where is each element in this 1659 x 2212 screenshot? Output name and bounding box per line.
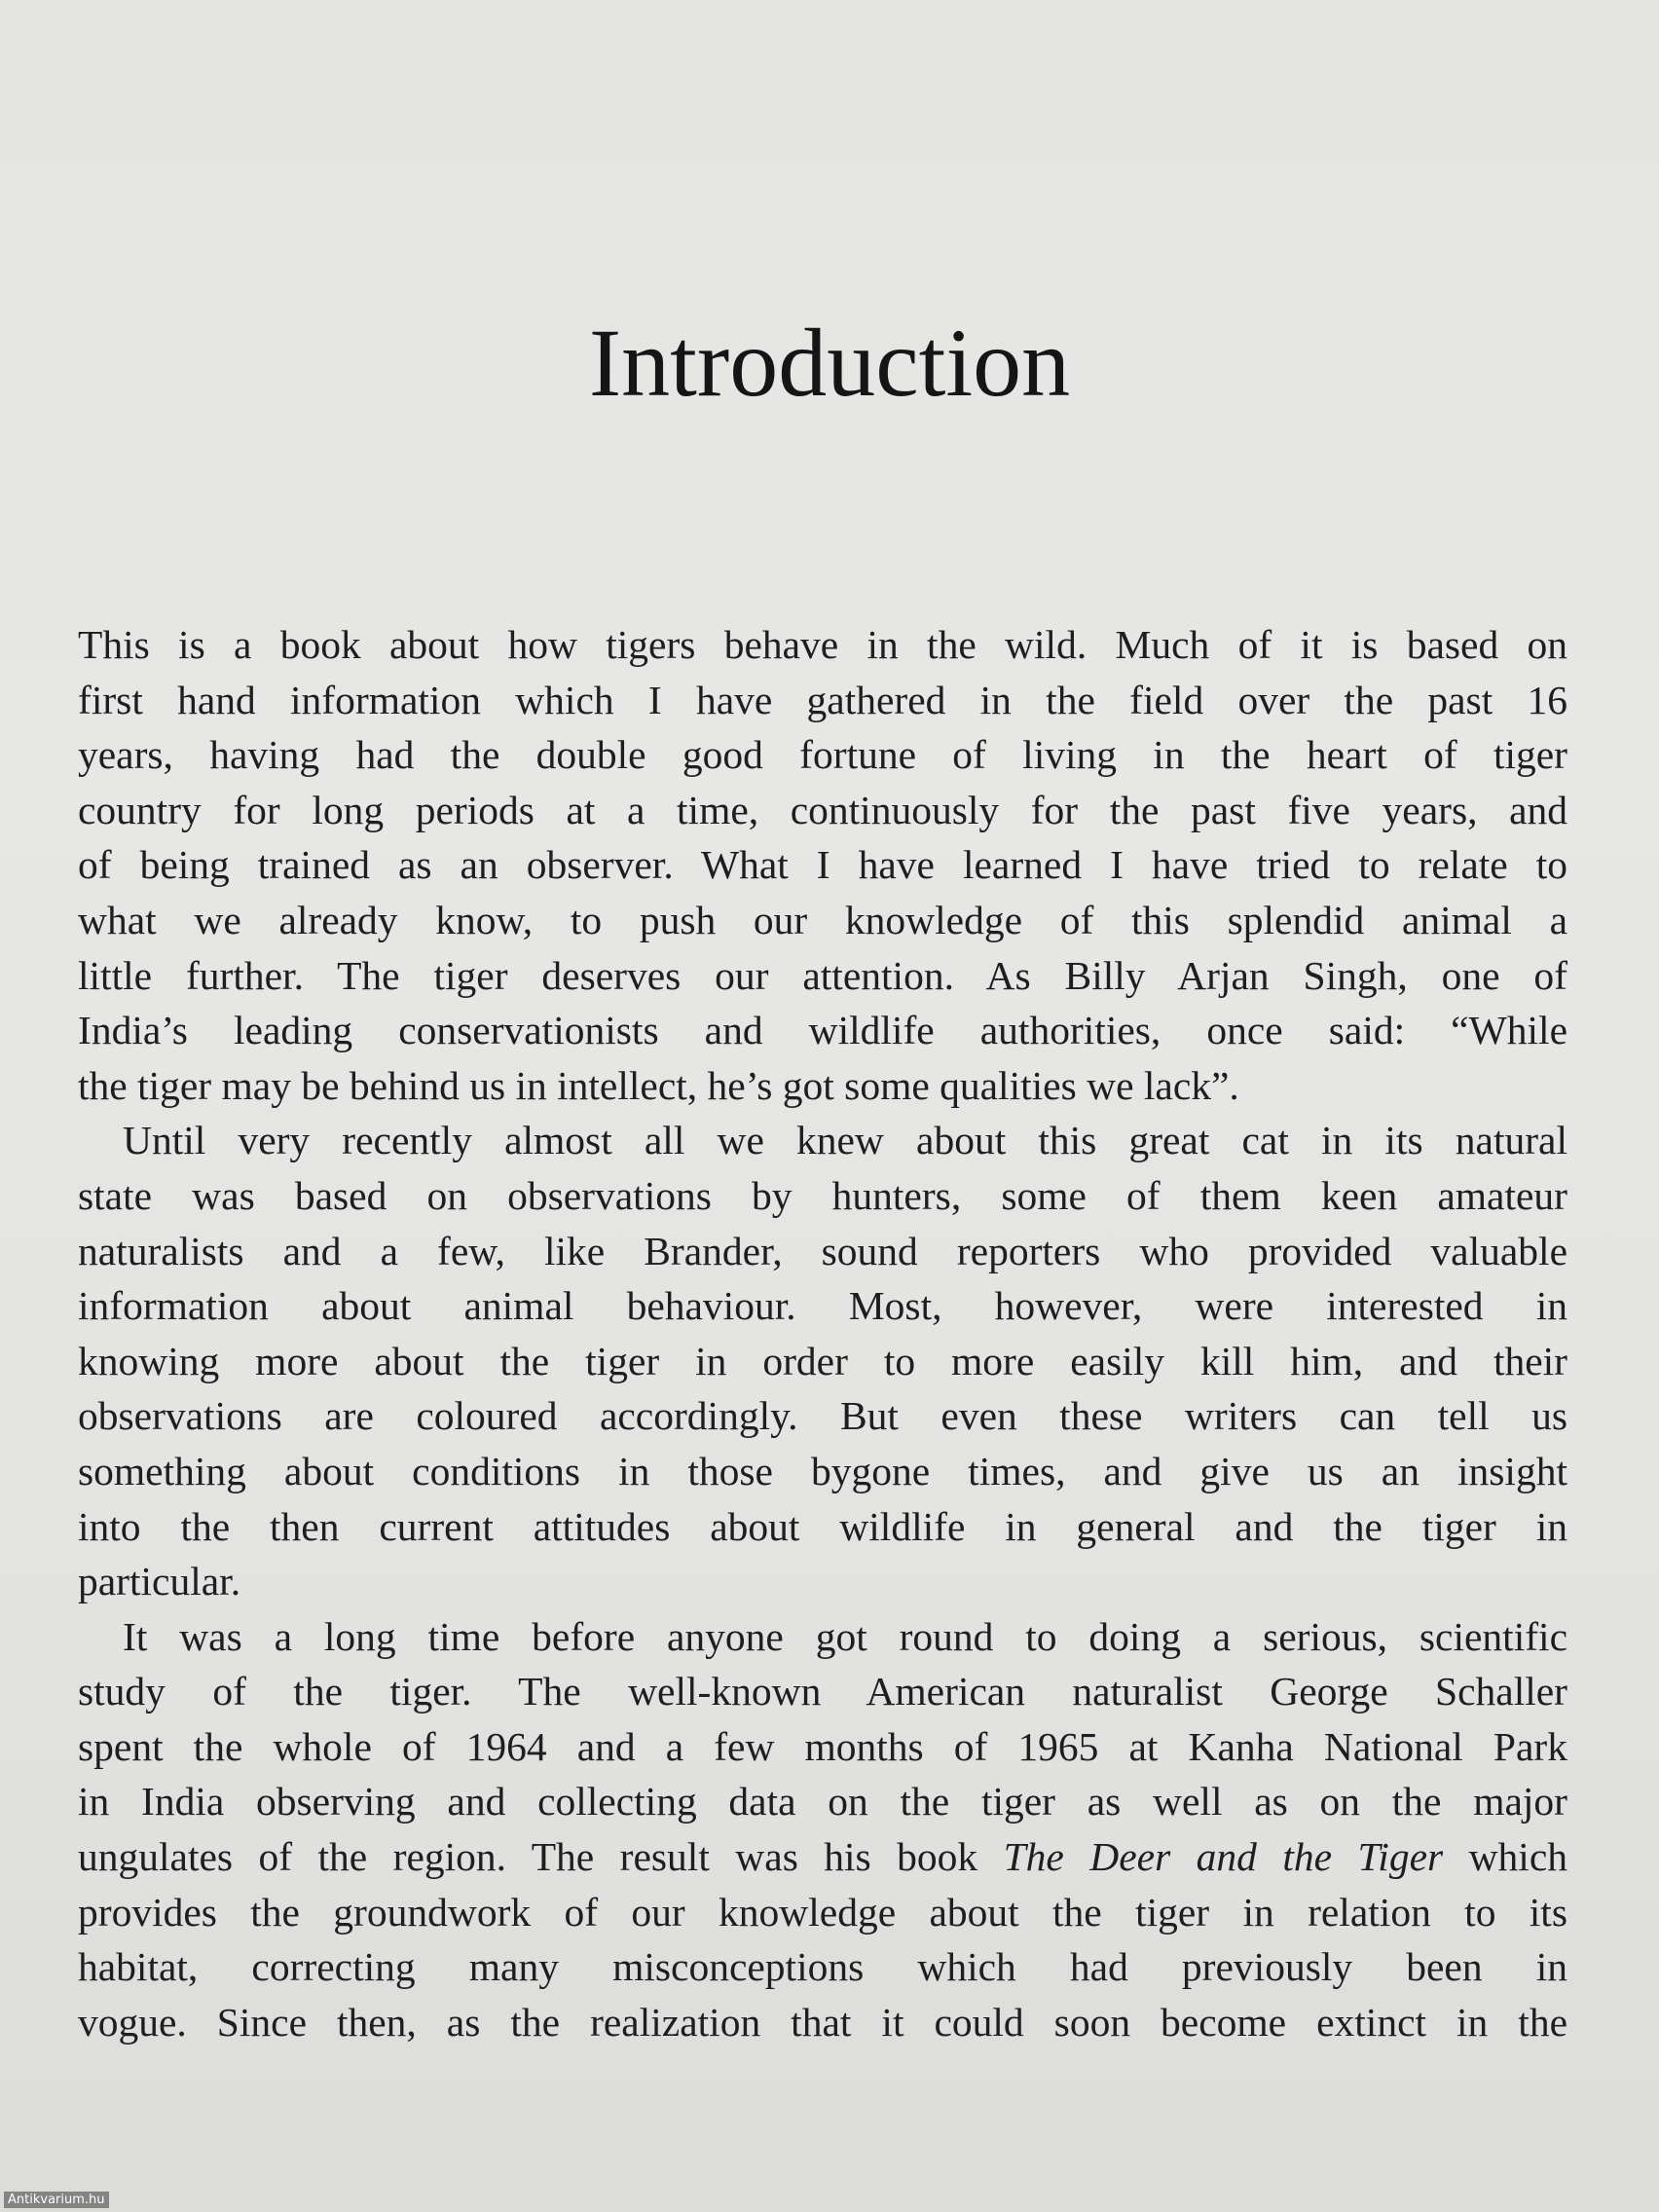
text-line: first hand information which I have gathered in the field over the past 16 bbox=[78, 677, 1567, 722]
text-line: little further. The tiger deserves our attention. As Billy Arjan Singh, one of bbox=[78, 952, 1567, 998]
text-line: spent the whole of 1964 and a few months of 1965 at Kanha National Park bbox=[78, 1723, 1567, 1769]
text-segment: which bbox=[1443, 1834, 1567, 1880]
text-line: Until very recently almost all we knew about this great cat in its natural bbox=[123, 1118, 1567, 1163]
chapter-title: Introduction bbox=[588, 309, 1071, 417]
text-line: habitat, correcting many misconceptions which had previously been in bbox=[78, 1944, 1567, 1990]
text-line: what we already know, to push our knowledge of this splendid animal a bbox=[78, 897, 1567, 942]
text-segment: ungulates of the region. The result was his book bbox=[78, 1834, 1004, 1880]
text-line: particular. bbox=[78, 1559, 241, 1604]
text-line: India’s leading conservationists and wildlife authorities, once said: “While bbox=[78, 1008, 1567, 1053]
text-line: into the then current attitudes about wildlife in general and the tiger in bbox=[78, 1503, 1567, 1549]
text-line: vogue. Since then, as the realization that it could soon become extinct in the bbox=[78, 1999, 1567, 2045]
text-line: years, having had the double good fortune of living in the heart of tiger bbox=[78, 732, 1567, 778]
text-line: naturalists and a few, like Brander, sound reporters who provided valuable bbox=[78, 1228, 1567, 1273]
text-line: country for long periods at a time, continuously for the past five years, and bbox=[78, 787, 1567, 832]
text-line: the tiger may be behind us in intellect, he’s got some qualities we lack”. bbox=[78, 1062, 1239, 1108]
text-line: observations are coloured accordingly. But even these writers can tell us bbox=[78, 1393, 1567, 1439]
text-line: This is a book about how tigers behave in the wild. Much of it is based on bbox=[78, 622, 1567, 667]
book-title-italic: The Deer and the Tiger bbox=[1003, 1834, 1444, 1880]
text-line: state was based on observations by hunters, some of them keen amateur bbox=[78, 1172, 1567, 1218]
watermark: Antikvarium.hu bbox=[4, 2192, 109, 2208]
text-line: knowing more about the tiger in order to more easily kill him, and their bbox=[78, 1338, 1567, 1383]
text-line: study of the tiger. The well-known American naturalist George Schaller bbox=[78, 1669, 1567, 1714]
text-line: something about conditions in those bygone times, and give us an insight bbox=[78, 1448, 1567, 1493]
text-line-with-book-title bbox=[78, 1829, 1567, 1885]
text-line: in India observing and collecting data on the tiger as well as on the major bbox=[78, 1779, 1567, 1825]
body-text bbox=[78, 617, 1567, 2049]
text-line: information about animal behaviour. Most, however, were interested in bbox=[78, 1283, 1567, 1329]
text-line: of being trained as an observer. What I have learned I have tried to relate to bbox=[78, 842, 1567, 888]
text-line: It was a long time before anyone got round to doing a serious, scientific bbox=[123, 1613, 1567, 1659]
text-line: provides the groundwork of our knowledge about the tiger in relation to its bbox=[78, 1889, 1567, 1935]
